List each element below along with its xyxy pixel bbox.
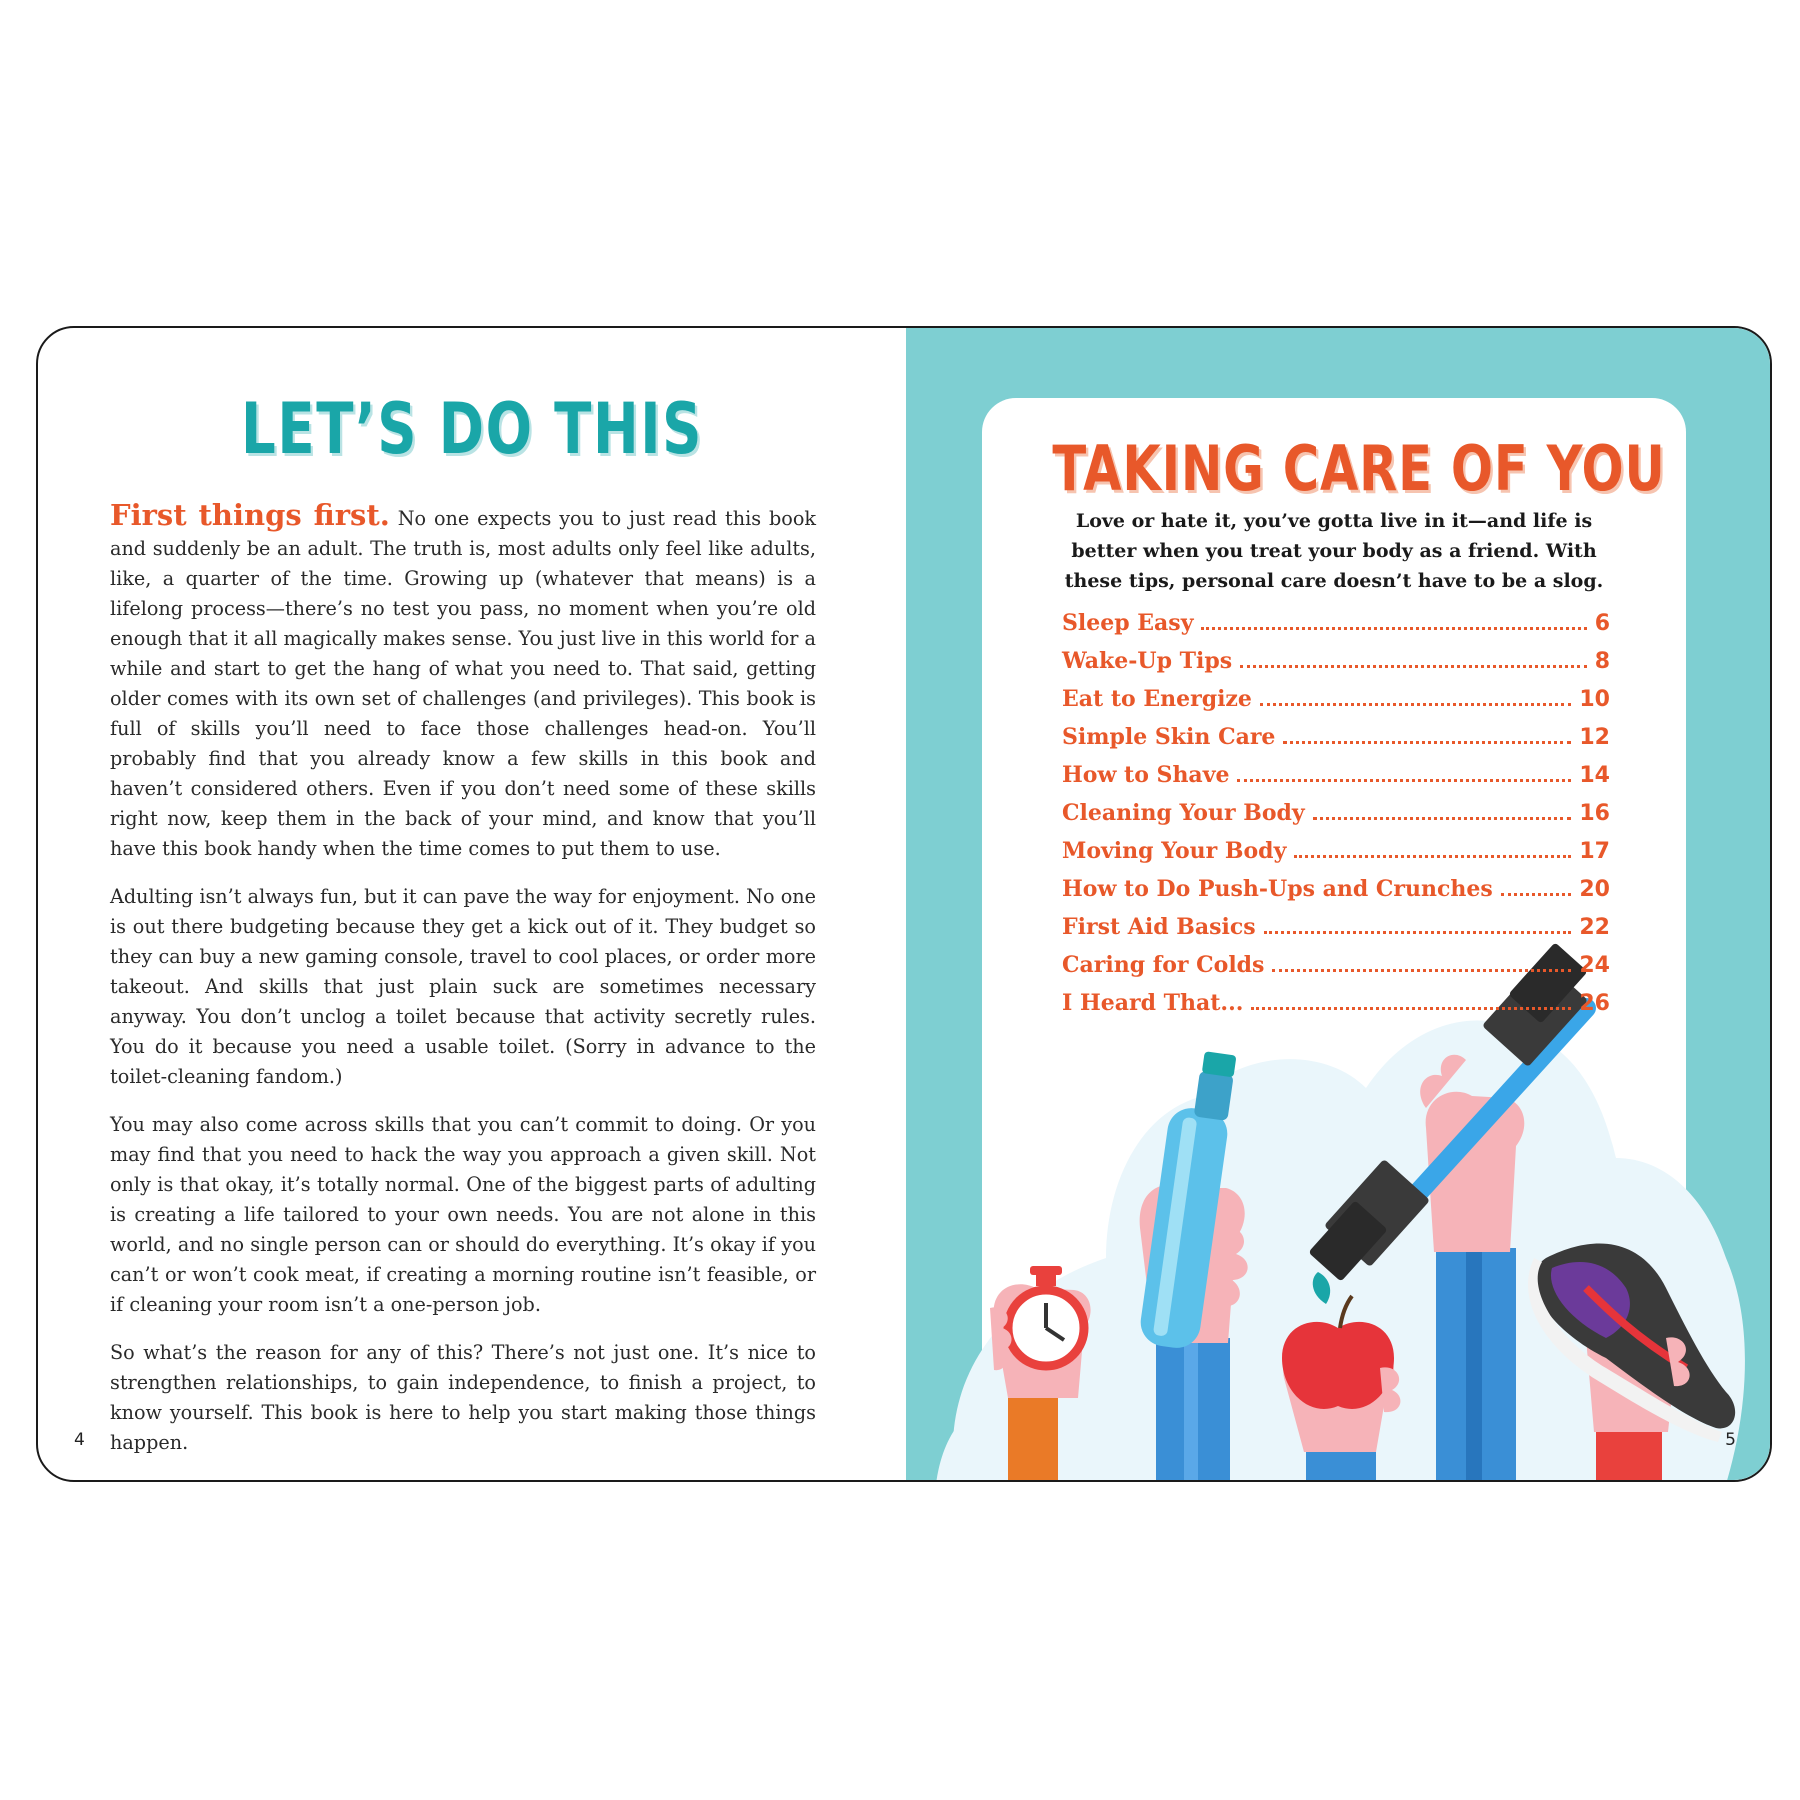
left-page-body [110, 500, 816, 1476]
toc-leader [1201, 627, 1586, 630]
right-page [906, 328, 1772, 1480]
toc-item[interactable]: Simple Skin Care 12 [1062, 724, 1610, 750]
paragraph-3: You may also come across skills that you can’t commit to doing. Or you may find that you need to hack the way you approach a given skill. Not only is that okay, it’s totally normal. One of the biggest parts of adulting is creating a life tailored to your own needs. You are not alone in this world, and no single person can or should do everything. It’s okay if you can’t or won’t cook meat, if creating a morning routine isn’t feasible, or if cleaning your room isn’t a one-person job. [110, 1113, 816, 1316]
toc-item[interactable]: Caring for Colds 24 [1062, 952, 1610, 978]
toc-leader [1283, 741, 1571, 744]
paragraph-1 [110, 500, 816, 864]
toc-item[interactable]: Moving Your Body 17 [1062, 838, 1610, 864]
toc-item[interactable]: Wake-Up Tips 8 [1062, 648, 1610, 674]
toc-item[interactable]: How to Do Push-Ups and Crunches 20 [1062, 876, 1610, 902]
table-of-contents [1062, 610, 1610, 1028]
right-page-intro: Love or hate it, you’ve gotta live in it—and life is better when you treat your body as a friend. With these tips, personal care doesn’t have to be a slog. [1064, 510, 1604, 592]
toc-leader [1501, 893, 1572, 896]
toc-leader [1240, 665, 1587, 668]
toc-leader [1264, 931, 1572, 934]
toc-leader [1313, 817, 1572, 820]
toc-item[interactable]: Cleaning Your Body 16 [1062, 800, 1610, 826]
toc-leader [1237, 779, 1571, 782]
left-page-title: LET’S DO THIS [240, 388, 704, 470]
toc-leader [1294, 855, 1571, 858]
toc-item[interactable]: Sleep Easy 6 [1062, 610, 1610, 636]
toc-item[interactable]: Eat to Energize 10 [1062, 686, 1610, 712]
left-page [38, 328, 906, 1480]
book-spread [36, 326, 1772, 1482]
toc-item[interactable]: How to Shave 14 [1062, 762, 1610, 788]
page-number-left: 4 [74, 1430, 85, 1450]
page-number-right: 5 [1725, 1430, 1736, 1450]
right-page-title: TAKING CARE OF YOU [1052, 432, 1666, 505]
paragraph-2: Adulting isn’t always fun, but it can pave the way for enjoyment. No one is out there budgeting because they get a kick out of it. They budget so they can buy a new gaming console, travel to cool places, or order more takeout. And skills that just plain suck are sometimes necessary anyway. You don’t unclog a toilet because that activity secretly rules. You do it because you need a usable toilet. (Sorry in advance to the toilet-cleaning fandom.) [110, 885, 816, 1088]
toc-leader [1251, 1007, 1571, 1010]
toc-item[interactable]: First Aid Basics 22 [1062, 914, 1610, 940]
lead-in: First things first. [110, 498, 390, 532]
toc-leader [1260, 703, 1571, 706]
toc-leader [1272, 969, 1571, 972]
paragraph-1-text: No one expects you to just read this book and suddenly be an adult. The truth is, most adults only feel like adults, like, a quarter of the time. Growing up (whatever that means) is a lifelong process—there’s no test you pass, no moment when you’re old enough that it all magically makes sense. You just live in this world for a while and start to get the hang of what you need to. That said, getting older comes with its own set of challenges (and privileges). This book is full of skills you’ll need to face those challenges head-on. You’ll probably find that you already know a few skills in this book and haven’t considered others. Even if you don’t need some of these skills right now, keep them in the back of your mind, and know that you’ll have this book handy when the time comes to put them to use. [110, 507, 816, 860]
paragraph-4: So what’s the reason for any of this? There’s not just one. It’s nice to strengthen relationships, to gain independence, to finish a project, to know yourself. This book is here to help you start making those things happen. [110, 1341, 816, 1454]
toc-item[interactable]: I Heard That... 26 [1062, 990, 1610, 1016]
